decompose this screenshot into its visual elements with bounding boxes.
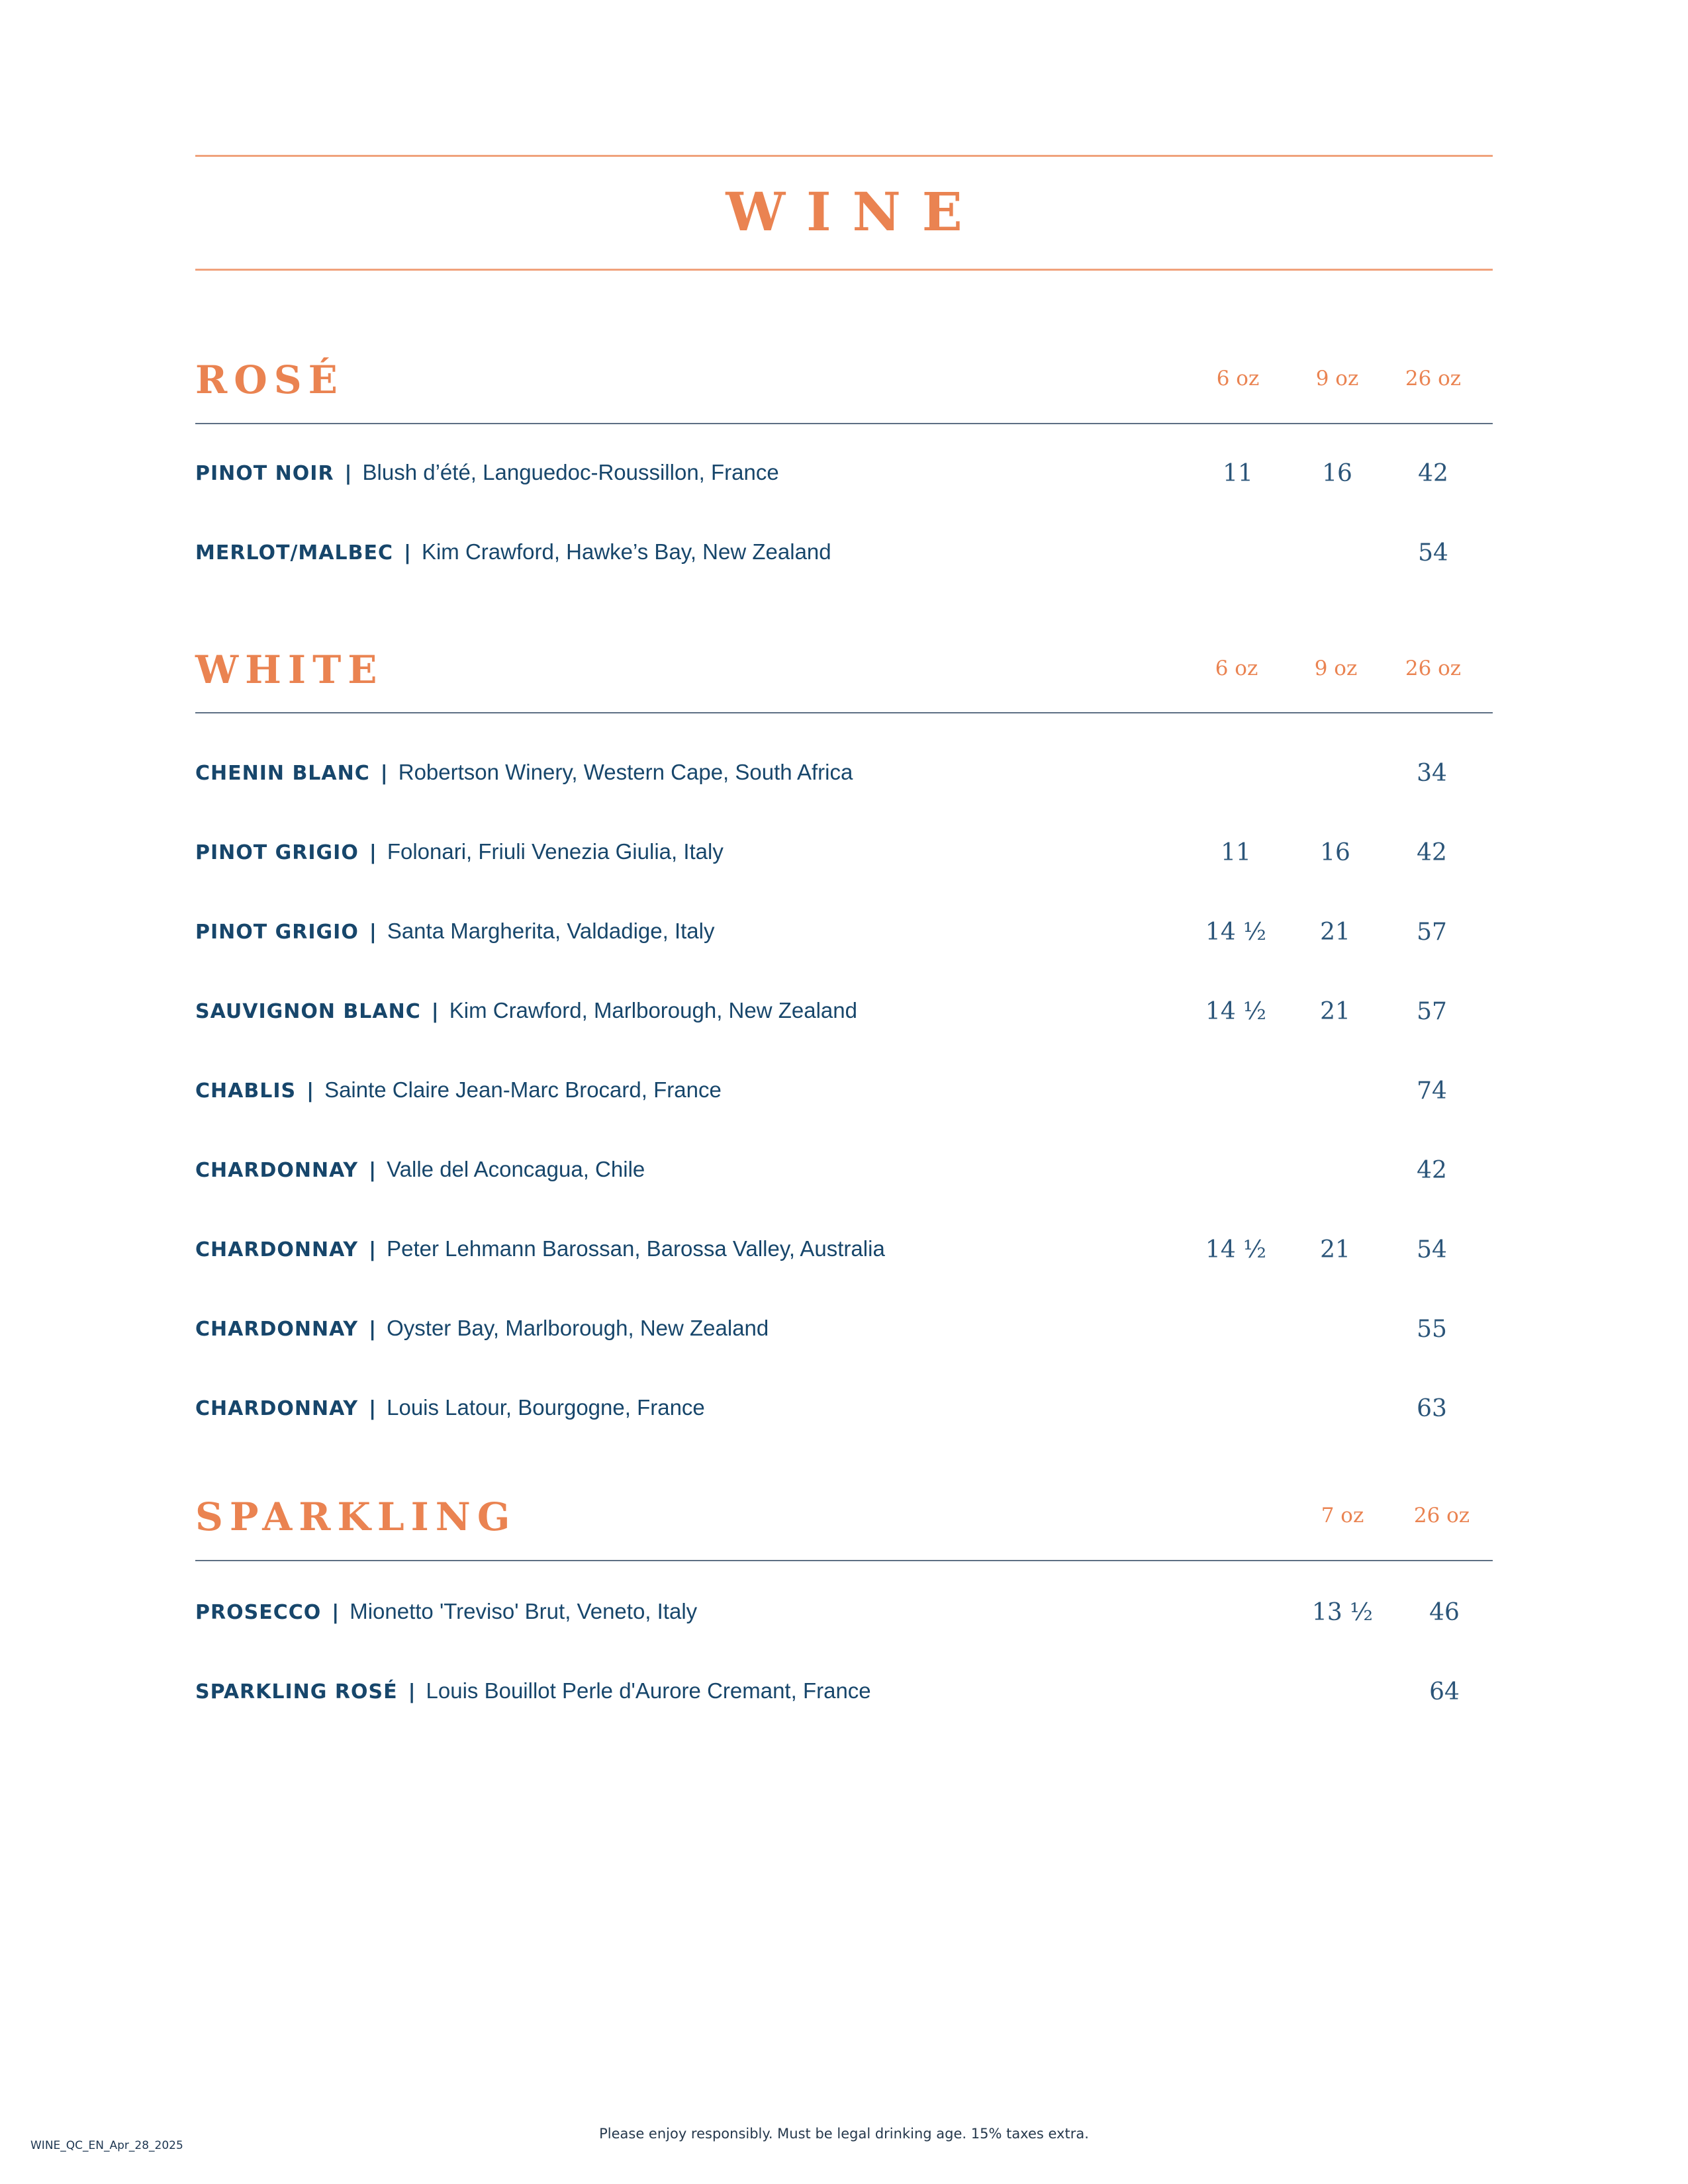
separator: | [369, 841, 377, 864]
grape-name: CHARDONNAY [195, 1238, 359, 1261]
wine-row [195, 994, 1493, 1034]
price-26oz: 54 [1418, 539, 1448, 567]
document-code: WINE_QC_EN_Apr_28_2025 [30, 2139, 183, 2152]
title-rule-bottom [195, 269, 1493, 271]
producer-name: Kim Crawford, Marlborough, New Zealand [449, 998, 857, 1023]
wine-row [195, 1232, 1493, 1272]
separator: | [369, 1397, 377, 1420]
price-7oz: 13 ½ [1311, 1599, 1374, 1626]
separator: | [369, 1238, 377, 1261]
page-title: WINE [726, 181, 984, 243]
separator: | [431, 1000, 439, 1023]
grape-name: PINOT GRIGIO [195, 921, 359, 944]
wine-row [195, 535, 1493, 575]
wine-row [195, 835, 1493, 875]
section-title: SPARKLING [195, 1494, 517, 1539]
price-26oz: 74 [1417, 1077, 1447, 1105]
separator: | [403, 541, 411, 565]
grape-name: SAUVIGNON BLANC [195, 1000, 421, 1023]
price-26oz: 63 [1417, 1395, 1447, 1422]
producer-name: Robertson Winery, Western Cape, South Africa [398, 760, 853, 784]
size-header-9oz: 9 oz [1314, 657, 1358, 680]
separator: | [369, 1318, 377, 1341]
size-header-7oz: 7 oz [1321, 1504, 1364, 1527]
separator: | [369, 1159, 377, 1182]
producer-name: Santa Margherita, Valdadige, Italy [387, 919, 715, 943]
grape-name: CHARDONNAY [195, 1397, 359, 1420]
price-6oz: 14 ½ [1205, 998, 1267, 1025]
separator: | [408, 1680, 416, 1704]
separator: | [344, 462, 352, 485]
price-9oz: 16 [1320, 839, 1350, 866]
price-9oz: 16 [1322, 460, 1352, 487]
producer-name: Sainte Claire Jean-Marc Brocard, France [324, 1077, 722, 1102]
section-title: ROSÉ [195, 357, 344, 402]
price-6oz: 14 ½ [1205, 1236, 1267, 1263]
producer-name: Valle del Aconcagua, Chile [387, 1157, 645, 1181]
size-header-26oz: 26 oz [1413, 1504, 1470, 1527]
wine-row [195, 1073, 1493, 1113]
price-9oz: 21 [1320, 1236, 1350, 1263]
wine-row [195, 756, 1493, 796]
wine-row [195, 1595, 1493, 1635]
price-9oz: 21 [1320, 919, 1350, 946]
producer-name: Louis Bouillot Perle d'Aurore Cremant, France [426, 1678, 871, 1703]
price-26oz: 42 [1418, 460, 1448, 487]
size-header-26oz: 26 oz [1405, 367, 1462, 390]
producer-name: Mionetto 'Treviso' Brut, Veneto, Italy [350, 1599, 698, 1623]
price-26oz: 64 [1429, 1678, 1460, 1706]
wine-row [195, 1312, 1493, 1351]
producer-name: Peter Lehmann Barossan, Barossa Valley, Australia [387, 1236, 885, 1261]
price-6oz: 11 [1221, 839, 1251, 866]
section-title: WHITE [195, 647, 384, 692]
grape-name: PROSECCO [195, 1601, 322, 1624]
section-rule [195, 423, 1493, 424]
size-header-6oz: 6 oz [1215, 657, 1258, 680]
size-header-26oz: 26 oz [1405, 657, 1462, 680]
price-26oz: 42 [1417, 839, 1447, 866]
price-6oz: 11 [1223, 460, 1253, 487]
section-rule [195, 1560, 1493, 1561]
price-26oz: 46 [1429, 1599, 1460, 1626]
grape-name: CHARDONNAY [195, 1159, 359, 1182]
producer-name: Folonari, Friuli Venezia Giulia, Italy [387, 839, 724, 864]
wine-row [195, 1674, 1493, 1714]
grape-name: CHENIN BLANC [195, 762, 370, 785]
separator: | [332, 1601, 340, 1624]
separator: | [306, 1079, 314, 1103]
grape-name: PINOT NOIR [195, 462, 334, 485]
wine-row [195, 1391, 1493, 1431]
grape-name: CHABLIS [195, 1079, 297, 1103]
size-header-6oz: 6 oz [1216, 367, 1260, 390]
grape-name: CHARDONNAY [195, 1318, 359, 1341]
section-rule [195, 712, 1493, 713]
price-26oz: 54 [1417, 1236, 1447, 1263]
producer-name: Kim Crawford, Hawke’s Bay, New Zealand [421, 539, 831, 564]
wine-row [195, 456, 1493, 496]
title-rule-top [195, 155, 1493, 157]
producer-name: Louis Latour, Bourgogne, France [387, 1395, 705, 1420]
size-header-9oz: 9 oz [1315, 367, 1359, 390]
producer-name: Oyster Bay, Marlborough, New Zealand [387, 1316, 769, 1340]
wine-row [195, 915, 1493, 954]
price-26oz: 55 [1417, 1316, 1447, 1343]
separator: | [369, 921, 377, 944]
price-26oz: 34 [1417, 760, 1447, 787]
footer-note: Please enjoy responsibly. Must be legal drinking age. 15% taxes extra. [599, 2126, 1089, 2142]
grape-name: SPARKLING ROSÉ [195, 1680, 398, 1704]
price-26oz: 57 [1417, 998, 1447, 1025]
price-6oz: 14 ½ [1205, 919, 1267, 946]
price-26oz: 57 [1417, 919, 1447, 946]
price-26oz: 42 [1417, 1157, 1447, 1184]
wine-row [195, 1153, 1493, 1193]
grape-name: MERLOT/MALBEC [195, 541, 393, 565]
producer-name: Blush d’été, Languedoc-Roussillon, France [362, 460, 779, 484]
price-9oz: 21 [1320, 998, 1350, 1025]
separator: | [380, 762, 388, 785]
grape-name: PINOT GRIGIO [195, 841, 359, 864]
